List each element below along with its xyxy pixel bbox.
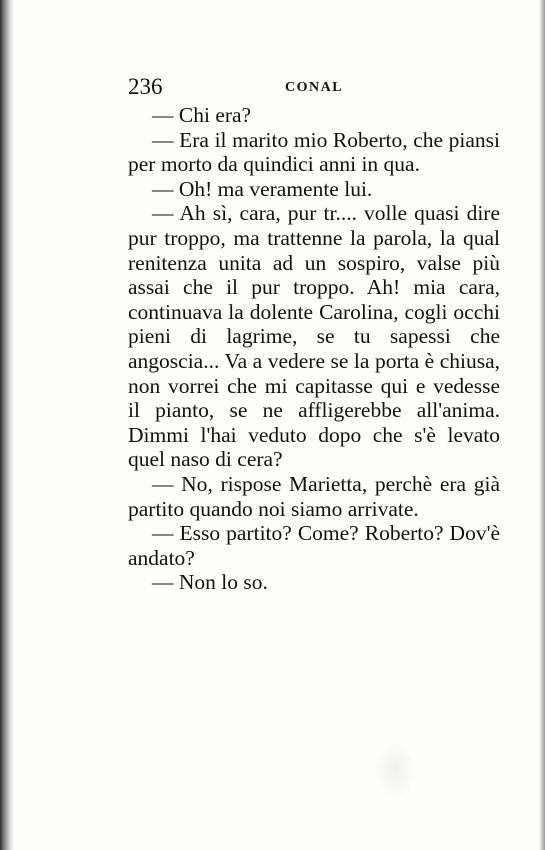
page-edge-shadow [539, 0, 545, 850]
page-number: 236 [128, 74, 163, 99]
paragraph: — Chi era? [152, 103, 252, 127]
paragraph: — Ah sì, cara, pur tr.... volle quasi dire pur troppo, ma trattenne la parola, la qual renitenza unita ad un sospiro, valse più assai che il pur troppo. Ah! mia cara, continuava la dolente Carolina, cogli occhi pieni di lagrime, se tu sapessi che angoscia... Va a vedere se la porta è chiusa, non vorrei che mi capitasse qui e vedesse il pianto, se ne affligerebbe all'anima. Dimmi l'hai veduto dopo che s'è levato quel naso di cera? [128, 201, 500, 472]
paragraph: — Oh! ma veramente lui. [152, 176, 373, 201]
body-text [128, 103, 500, 595]
running-title: CONAL [284, 80, 344, 95]
paragraph: — No, rispose Marietta, perchè era già partito quando noi siamo arrivate. [128, 471, 500, 521]
paper-smudge [375, 740, 415, 800]
paragraph: — Era il marito mio Roberto, che piansi per morto da quindici anni in qua. [128, 127, 500, 177]
page-binding-shadow [0, 0, 14, 850]
paragraph: — Non lo so. [152, 570, 268, 595]
page-header [128, 75, 500, 99]
paragraph: — Esso partito? Come? Roberto? Dov'è andato? [128, 521, 500, 570]
